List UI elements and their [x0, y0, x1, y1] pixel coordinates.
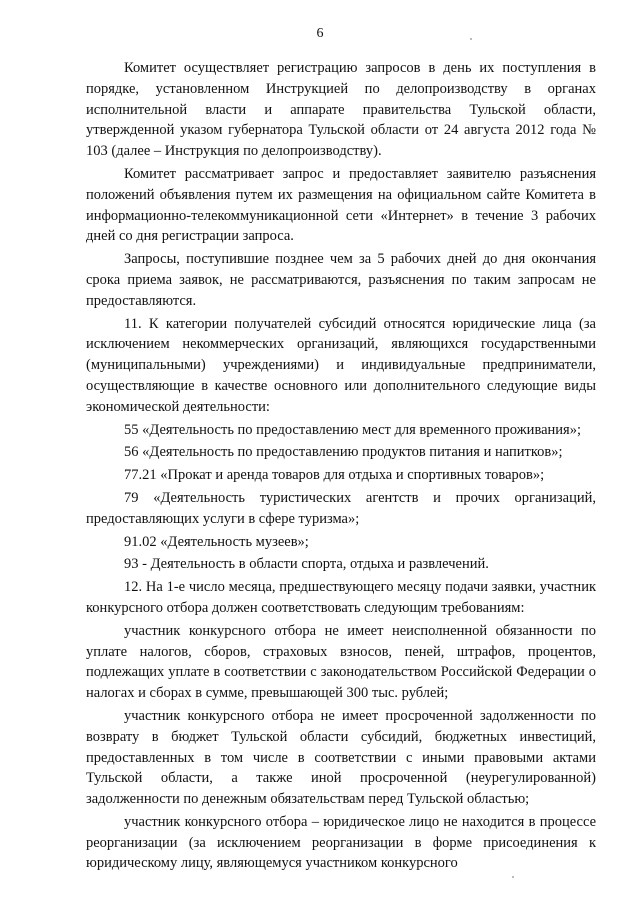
- activity-77-21: 77.21 «Прокат и аренда товаров для отдыха и спортивных товаров»;: [124, 467, 545, 484]
- paragraph-item-11: 11. К категории получателей субсидий относятся юридические лица (за исключением некоммерческих организаций, являющихся государственными (муниципальными) учреждениями) и индивидуальные предприниматели, осуществляющие в качестве основного или дополнительного следующие виды экономической деятельности:: [86, 315, 596, 415]
- scan-speck: [512, 876, 514, 878]
- page-number: 6: [316, 26, 324, 41]
- paragraph-clarification: Комитет рассматривает запрос и предоставляет заявителю разъяснения положений объявления путем их размещения на официальном сайте Комитета в информационно-телекоммуникационной сети «Интернет» в течение 3 рабочих дней со дня регистрации запроса.: [86, 165, 596, 245]
- activity-91-02: 91.02 «Деятельность музеев»;: [124, 533, 309, 550]
- activity-79: 79 «Деятельность туристических агентств и прочих организаций, предоставляющих услуги в сфере туризма»;: [86, 489, 596, 527]
- paragraph-item-12: 12. На 1-е число месяца, предшествующего месяцу подачи заявки, участник конкурсного отбора должен соответствовать следующим требованиям:: [86, 579, 596, 616]
- requirement-no-overdue-debt: участник конкурсного отбора не имеет просроченной задолженности по возврату в бюджет Тульской области субсидий, бюджетных инвестиций, предоставленных в том числе в соответствии с иными правовыми актами Тульской области, а также иной просроченной (неурегулированной) задолженности по денежным обязательствам перед Тульской областью;: [86, 707, 596, 808]
- requirement-no-tax-debt: участник конкурсного отбора не имеет неисполненной обязанности по уплате налогов, сборов, страховых взносов, пеней, штрафов, процентов, подлежащих уплате в соответствии с законодательством Российской Федерации о налогах и сборах в сумме, превышающей 300 тыс. рублей;: [86, 622, 596, 702]
- activity-56: 56 «Деятельность по предоставлению продуктов питания и напитков»;: [124, 444, 563, 461]
- paragraph-registration: Комитет осуществляет регистрацию запросов в день их поступления в порядке, установленном Инструкцией по делопроизводству в органах исполнительной власти и аппарате правительства Тульской области, утвержденной указом губернатора Тульской области от 24 августа 2012 года № 103 (далее – Инструкция по делопроизводству).: [86, 60, 596, 160]
- activity-55: 55 «Деятельность по предоставлению мест для временного проживания»;: [124, 421, 582, 438]
- paragraph-late-requests: Запросы, поступившие позднее чем за 5 рабочих дней до дня окончания срока приема заявок, не рассматриваются, разъяснения по таким запросам не предоставляются.: [86, 251, 596, 309]
- requirement-no-reorganization: участник конкурсного отбора – юридическое лицо не находится в процессе реорганизации (за исключением реорганизации в форме присоединения к юридическому лицу, являющемуся участником конкурсного: [86, 813, 596, 872]
- document-body: [86, 58, 596, 876]
- activity-93: 93 - Деятельность в области спорта, отдыха и развлечений.: [124, 556, 489, 573]
- scan-speck: [470, 38, 472, 40]
